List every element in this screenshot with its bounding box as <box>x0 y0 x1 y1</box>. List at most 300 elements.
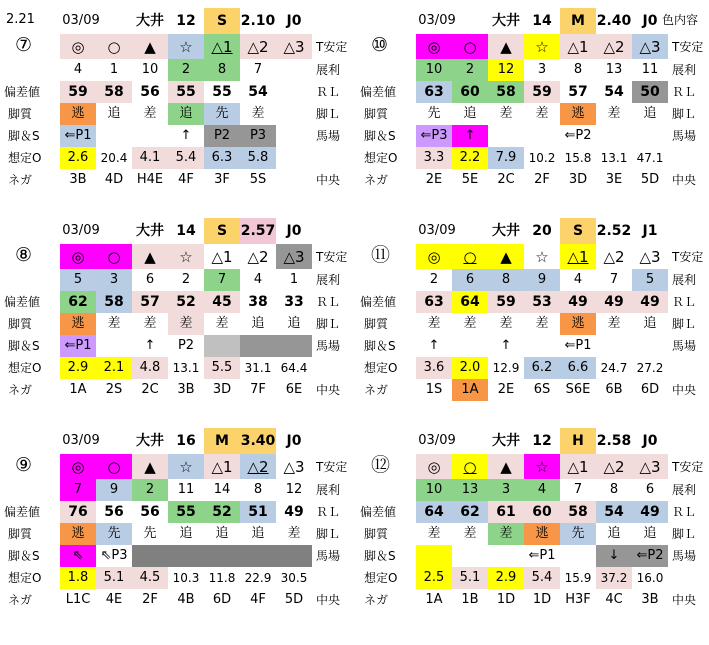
grid-cell: ⇐P1 <box>528 548 556 563</box>
grid-cell: S6E <box>565 382 591 397</box>
row-label-right: T安定 <box>672 40 704 54</box>
grid-cell: 追 <box>251 316 265 331</box>
grid-cell: P2 <box>177 338 195 353</box>
grid-cell: 1D <box>532 592 552 607</box>
grid-cell <box>96 125 132 147</box>
row-label-right: 中央 <box>672 593 697 607</box>
grid-cell: 6E <box>285 382 303 397</box>
grid-cell: 6D <box>212 592 232 607</box>
grid-cell <box>132 545 168 567</box>
race-date: 03/09 <box>418 13 456 28</box>
grid-cell: 6.2 <box>524 357 560 379</box>
row-label-right: 脚Ｌ <box>316 317 341 331</box>
row-label-left: 想定O <box>8 151 42 165</box>
grid-cell: 逃 <box>560 313 596 335</box>
mark-cell: ▲ <box>132 244 168 269</box>
grid-cell: 差 <box>607 316 621 331</box>
row-label-left: 脚質 <box>8 107 33 121</box>
row-label-right: 展利 <box>672 63 697 77</box>
grid-cell: 3F <box>214 172 230 187</box>
grid-cell: 差 <box>488 523 524 545</box>
grid-cell: 2 <box>168 59 204 81</box>
row-label-right: ＲＬ <box>316 85 341 99</box>
mark-cell: ☆ <box>168 244 204 269</box>
jockey-rank: J0 <box>286 223 302 239</box>
grid-cell: 9 <box>96 479 132 501</box>
grid-cell: 5E <box>461 172 479 187</box>
race-grid <box>60 454 312 611</box>
grid-cell <box>632 335 668 357</box>
mark-cell: ▲ <box>488 244 524 269</box>
row-label-right: 脚Ｌ <box>672 527 697 541</box>
row-label-left: 脚＆S <box>8 129 40 143</box>
row-label-left: ネガ <box>8 593 33 607</box>
grid-cell: 49 <box>632 501 668 523</box>
grid-cell <box>276 81 312 103</box>
mark-cell: ○ <box>452 454 488 479</box>
grid-cell: 15.8 <box>564 151 592 165</box>
grid-cell: 8 <box>253 482 263 497</box>
row-label-left: ネガ <box>364 383 389 397</box>
grid-cell: 4 <box>253 272 263 287</box>
grid-cell: 1A <box>425 592 443 607</box>
mark-cell: ◎ <box>60 34 96 59</box>
grid-cell: P3 <box>240 125 276 147</box>
row-label-left: 想定O <box>8 571 42 585</box>
grid-cell: 1S <box>425 382 443 397</box>
grid-cell: 6.3 <box>204 147 240 169</box>
grid-cell: 53 <box>524 291 560 313</box>
race-number: ⑨ <box>15 454 33 476</box>
grid-cell <box>276 59 312 81</box>
grid-cell <box>596 125 632 147</box>
grid-cell: 57 <box>132 291 168 313</box>
jockey-rank: J0 <box>286 433 302 449</box>
grid-cell: 3E <box>605 172 623 187</box>
grid-cell <box>276 125 312 147</box>
grid-cell: 6B <box>605 382 623 397</box>
grid-cell <box>488 125 524 147</box>
grid-cell: 49 <box>284 504 304 520</box>
mark-cell: ▲ <box>132 34 168 59</box>
grid-cell: 3 <box>537 62 547 77</box>
grid-cell <box>452 545 488 567</box>
grid-cell: 76 <box>60 501 96 523</box>
grid-cell: 7 <box>60 479 96 501</box>
mark-cell: △3 <box>632 454 668 479</box>
race-block <box>356 0 706 210</box>
row-label-left: 脚＆S <box>364 549 396 563</box>
race-grade: S <box>204 218 240 244</box>
race-grid <box>60 244 312 401</box>
mark-cell: ○ <box>452 244 488 269</box>
race-venue: 大井 <box>492 13 520 29</box>
grid-cell: 52 <box>168 291 204 313</box>
grid-cell: 31.1 <box>244 361 272 375</box>
grid-cell: 6 <box>452 269 488 291</box>
grid-cell: ⇐P2 <box>564 128 592 143</box>
grid-cell: 7 <box>609 272 619 287</box>
grid-cell: 3D <box>568 172 588 187</box>
grid-cell: 逃 <box>560 103 596 125</box>
grid-cell: 12 <box>488 59 524 81</box>
grid-cell <box>596 335 632 357</box>
race-venue: 大井 <box>136 223 164 239</box>
row-label-left: 脚＆S <box>8 339 40 353</box>
race-date: 03/09 <box>62 223 100 238</box>
grid-cell: 62 <box>60 291 96 313</box>
grid-cell: 6S <box>533 382 551 397</box>
row-label-right: 馬場 <box>672 339 697 353</box>
grid-cell: 6 <box>145 272 155 287</box>
race-block <box>356 210 706 420</box>
grid-cell: 差 <box>143 106 157 121</box>
row-label-right: 脚Ｌ <box>316 527 341 541</box>
grid-cell: 先 <box>143 526 157 541</box>
mark-cell: △1 <box>560 454 596 479</box>
grid-cell: 58 <box>96 81 132 103</box>
grid-cell <box>276 147 312 169</box>
grid-cell: 2.6 <box>60 147 96 169</box>
grid-cell: 差 <box>251 106 265 121</box>
mark-cell: △2 <box>603 247 625 266</box>
grid-cell: 38 <box>248 294 268 310</box>
grid-cell: 先 <box>427 106 441 121</box>
race-odds: 2.40 <box>596 8 632 34</box>
row-label-right: 馬場 <box>316 339 341 353</box>
grid-cell: 4F <box>178 172 194 187</box>
grid-cell: 差 <box>215 316 229 331</box>
grid-cell: ↓ <box>596 545 632 567</box>
grid-cell: 54 <box>604 84 624 100</box>
grid-cell: 7 <box>253 62 263 77</box>
grid-cell: 1A <box>69 382 87 397</box>
grid-cell: P2 <box>204 125 240 147</box>
grid-cell: 5 <box>60 269 96 291</box>
mark-cell: △1 <box>560 34 596 59</box>
mark-cell: ○ <box>452 34 488 59</box>
row-label-right: T安定 <box>316 250 348 264</box>
grid-cell: 45 <box>204 291 240 313</box>
row-label-left: ネガ <box>364 173 389 187</box>
grid-cell: 7.9 <box>488 147 524 169</box>
grid-cell: 2F <box>534 172 550 187</box>
grid-cell: 追 <box>607 526 621 541</box>
row-label-left: ネガ <box>8 383 33 397</box>
mark-cell: ☆ <box>524 454 560 479</box>
grid-cell: 59 <box>488 291 524 313</box>
grid-cell: 13.1 <box>600 151 628 165</box>
grid-cell: 追 <box>287 316 301 331</box>
mark-cell: △1 <box>204 454 240 479</box>
row-label-left: 偏差値 <box>4 295 41 309</box>
grid-cell: 12 <box>285 482 303 497</box>
race-odds: 2.10 <box>240 8 276 34</box>
grid-cell: 2 <box>181 272 191 287</box>
grid-cell: 2E <box>497 382 515 397</box>
grid-cell: 4B <box>177 592 195 607</box>
mark-cell: ◎ <box>416 34 452 59</box>
race-block <box>0 420 350 630</box>
row-label-right: 中央 <box>672 383 697 397</box>
grid-cell: 64 <box>416 501 452 523</box>
row-label-left: 偏差値 <box>4 85 41 99</box>
row-label-right: ＲＬ <box>672 505 697 519</box>
race-number: ⑩ <box>371 34 389 56</box>
grid-cell: 52 <box>204 501 240 523</box>
mark-cell: ◎ <box>60 244 96 269</box>
row-label-right: 展利 <box>316 273 341 287</box>
grid-cell: 先 <box>96 523 132 545</box>
grid-cell: 先 <box>204 103 240 125</box>
grid-cell: 13.1 <box>172 361 200 375</box>
row-label-left: 脚質 <box>364 107 389 121</box>
grid-cell: 2F <box>142 592 158 607</box>
mark-cell: △3 <box>632 34 668 59</box>
grid-cell: 47.1 <box>636 151 664 165</box>
grid-cell: 追 <box>643 526 657 541</box>
jockey-rank: J0 <box>642 433 658 449</box>
grid-cell: 64.4 <box>280 361 308 375</box>
grid-cell: 差 <box>535 316 549 331</box>
grid-cell: 3 <box>488 479 524 501</box>
grid-cell: 13 <box>452 479 488 501</box>
grid-cell: 15.9 <box>564 571 592 585</box>
grid-cell: 51 <box>240 501 276 523</box>
race-number: ⑫ <box>371 454 391 476</box>
grid-cell: 差 <box>607 106 621 121</box>
grid-cell: 先 <box>560 523 596 545</box>
row-label-right: 中央 <box>672 173 697 187</box>
grid-cell <box>452 335 488 357</box>
row-label-left: 偏差値 <box>4 505 41 519</box>
grid-cell: 20.4 <box>100 151 128 165</box>
grid-cell: 63 <box>416 81 452 103</box>
grid-cell: 追 <box>643 106 657 121</box>
mark-cell: △3 <box>283 457 305 476</box>
grid-cell: 2C <box>141 382 159 397</box>
grid-cell: ⇖P3 <box>100 548 128 563</box>
row-label-right: 馬場 <box>316 549 341 563</box>
race-grid <box>416 34 668 191</box>
row-label-left: 脚質 <box>364 527 389 541</box>
grid-cell: ⇐P2 <box>632 545 668 567</box>
grid-cell: 追 <box>168 103 204 125</box>
row-label-right: 馬場 <box>672 129 697 143</box>
grid-cell: 3D <box>212 382 232 397</box>
grid-cell: 差 <box>463 526 477 541</box>
grid-cell: 2S <box>105 382 123 397</box>
grid-cell: 57 <box>568 84 588 100</box>
race-odds: 3.40 <box>240 428 276 454</box>
row-label-right: T安定 <box>316 460 348 474</box>
mark-cell: ☆ <box>524 34 560 59</box>
grid-cell: 5.4 <box>168 147 204 169</box>
grid-cell: 24.7 <box>600 361 628 375</box>
race-date: 03/09 <box>62 433 100 448</box>
grid-cell: 56 <box>104 504 124 520</box>
mark-cell: ◎ <box>60 454 96 479</box>
row-label-left: 脚＆S <box>8 549 40 563</box>
grid-cell: 54 <box>248 84 268 100</box>
grid-cell: 4D <box>104 172 124 187</box>
grid-cell: 4F <box>250 592 266 607</box>
mark-cell: △2 <box>247 247 269 266</box>
grid-cell: 差 <box>107 316 121 331</box>
row-label-left: ネガ <box>364 593 389 607</box>
row-label-left: 脚質 <box>8 527 33 541</box>
grid-cell: 5.4 <box>524 567 560 589</box>
grid-cell: 逃 <box>60 523 96 545</box>
mark-cell: ◎ <box>416 244 452 269</box>
grid-cell <box>204 335 240 357</box>
grid-cell: 55 <box>212 84 232 100</box>
row-label-right: ＲＬ <box>316 505 341 519</box>
grid-cell: 11 <box>641 62 659 77</box>
grid-cell: 4 <box>73 62 83 77</box>
row-label-left: 偏差値 <box>360 295 397 309</box>
grid-cell: 10 <box>141 62 159 77</box>
row-label-right: 脚Ｌ <box>672 317 697 331</box>
mark-cell: ◎ <box>416 454 452 479</box>
grid-cell: 追 <box>251 526 265 541</box>
grid-cell: 11 <box>177 482 195 497</box>
grid-cell: 1D <box>496 592 516 607</box>
runner-count: 20 <box>532 223 552 239</box>
grid-cell: 3.6 <box>416 357 452 379</box>
grid-cell <box>524 335 560 357</box>
row-label-left: 脚＆S <box>364 339 396 353</box>
row-label-right: 脚Ｌ <box>672 107 697 121</box>
grid-cell: 7 <box>204 269 240 291</box>
grid-cell: 55 <box>168 501 204 523</box>
grid-cell: 差 <box>427 316 441 331</box>
mark-cell: ☆ <box>168 34 204 59</box>
grid-cell: 5.5 <box>204 357 240 379</box>
grid-cell: 64 <box>452 291 488 313</box>
grid-cell: 8 <box>488 269 524 291</box>
mark-cell: ○ <box>96 454 132 479</box>
grid-cell: 62 <box>452 501 488 523</box>
grid-cell: 3B <box>641 592 659 607</box>
grid-cell: 27.2 <box>636 361 664 375</box>
grid-cell: 3 <box>96 269 132 291</box>
grid-cell: 追 <box>179 526 193 541</box>
grid-cell: 63 <box>416 291 452 313</box>
mark-cell: ▲ <box>488 34 524 59</box>
grid-cell <box>488 545 524 567</box>
row-label-right: T安定 <box>672 250 704 264</box>
grid-cell: 6D <box>640 382 660 397</box>
row-label-left: 想定O <box>8 361 42 375</box>
grid-cell <box>416 545 452 567</box>
mark-cell: △3 <box>276 244 312 269</box>
mark-cell: △1 <box>560 244 596 269</box>
race-block <box>356 420 706 630</box>
grid-cell: 14 <box>213 482 231 497</box>
runner-count: 14 <box>176 223 196 239</box>
jockey-rank: J0 <box>642 13 658 29</box>
race-venue: 大井 <box>136 433 164 449</box>
mark-cell: △2 <box>596 34 632 59</box>
grid-cell: ⇖ <box>60 545 96 567</box>
row-label-left: 偏差値 <box>360 85 397 99</box>
grid-cell <box>524 125 560 147</box>
grid-cell: 11.8 <box>208 571 236 585</box>
race-venue: 大井 <box>136 13 164 29</box>
row-label-right: 馬場 <box>672 549 697 563</box>
grid-cell: ↑ <box>500 338 512 353</box>
race-grid <box>416 454 668 611</box>
grid-cell: 30.5 <box>280 571 308 585</box>
grid-cell: 58 <box>560 501 596 523</box>
grid-cell: 1A <box>452 379 488 401</box>
grid-cell: 4.1 <box>132 147 168 169</box>
grid-cell: 12.9 <box>492 361 520 375</box>
row-label-right: ＲＬ <box>316 295 341 309</box>
grid-cell: 9 <box>524 269 560 291</box>
grid-cell: 10.3 <box>172 571 200 585</box>
race-odds: 2.52 <box>596 218 632 244</box>
grid-cell: 2.5 <box>416 567 452 589</box>
grid-cell <box>96 335 132 357</box>
grid-cell <box>632 125 668 147</box>
row-label-left: 想定O <box>364 571 398 585</box>
grid-cell: 49 <box>632 291 668 313</box>
grid-cell: 3.3 <box>416 147 452 169</box>
grid-cell: 5 <box>632 269 668 291</box>
grid-cell: 55 <box>168 81 204 103</box>
row-label-right: 展利 <box>316 63 341 77</box>
mark-cell: △2 <box>240 454 276 479</box>
color-legend-label: 色内容 <box>662 13 699 27</box>
grid-cell: H4E <box>136 172 164 187</box>
grid-cell: 58 <box>96 291 132 313</box>
race-grid <box>60 34 312 191</box>
row-label-right: T安定 <box>316 40 348 54</box>
grid-cell: 2 <box>452 59 488 81</box>
grid-cell: 7F <box>250 382 266 397</box>
grid-cell: 10 <box>416 59 452 81</box>
grid-cell: 61 <box>488 501 524 523</box>
grid-cell: 6 <box>645 482 655 497</box>
race-date: 03/09 <box>418 433 456 448</box>
grid-cell: 3B <box>69 172 87 187</box>
grid-cell: 10.2 <box>528 151 556 165</box>
grid-cell: 8 <box>609 482 619 497</box>
grid-cell: 1 <box>289 272 299 287</box>
grid-cell: 4.8 <box>132 357 168 379</box>
grid-cell: 差 <box>499 316 513 331</box>
page-date: 2.21 <box>6 12 35 27</box>
grid-cell: 逃 <box>60 103 96 125</box>
grid-cell: 追 <box>215 526 229 541</box>
mark-cell: △1 <box>204 34 240 59</box>
race-date: 03/09 <box>418 223 456 238</box>
mark-cell: ○ <box>96 34 132 59</box>
grid-cell: ↑ <box>180 128 192 143</box>
grid-cell: 16.0 <box>636 571 664 585</box>
row-label-left: 想定O <box>364 151 398 165</box>
grid-cell: 10 <box>416 479 452 501</box>
race-block <box>0 0 350 210</box>
race-grade: S <box>204 8 240 34</box>
race-number: ⑦ <box>15 34 33 56</box>
grid-cell <box>240 335 276 357</box>
grid-cell: 56 <box>140 504 160 520</box>
runner-count: 12 <box>532 433 552 449</box>
grid-cell: 8 <box>204 59 240 81</box>
